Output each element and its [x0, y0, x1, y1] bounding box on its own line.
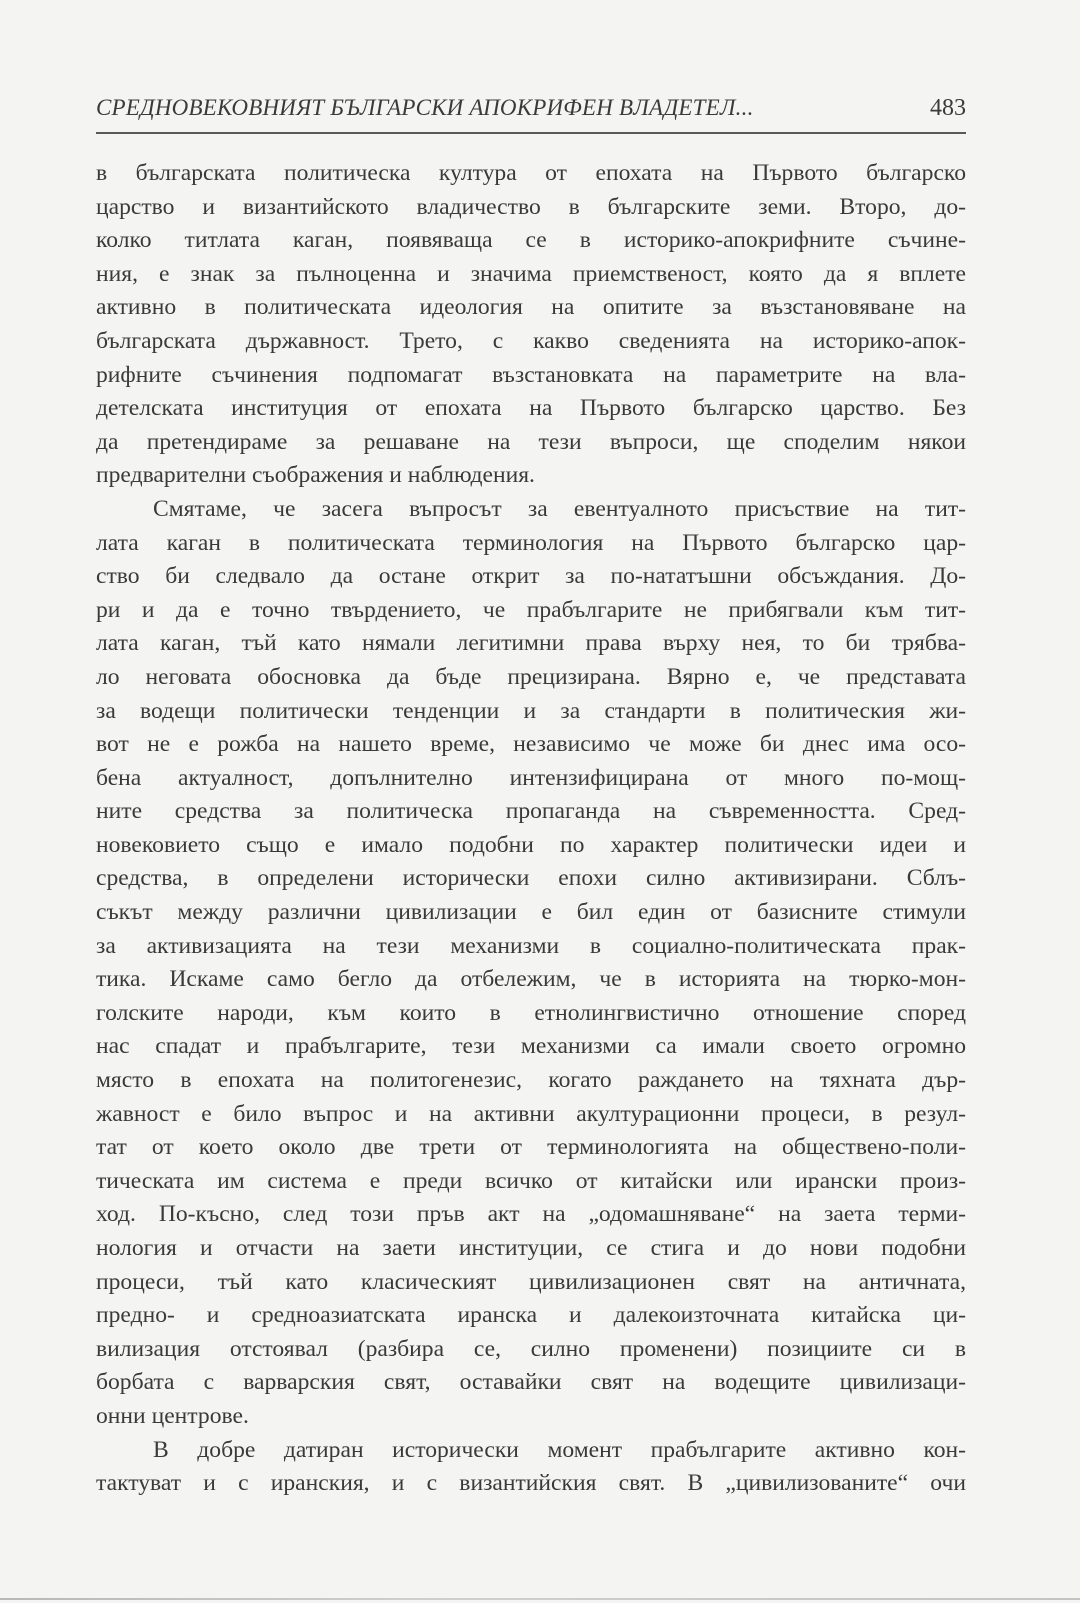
text-line: Смятаме, че засега въпросът за евентуалното присъствие на тит-: [153, 495, 966, 522]
text-line: лата каган в политическата терминология на Първото българско цар-: [96, 529, 966, 556]
text-line: процеси, тъй като класическият цивилизационен свят на античната,: [96, 1268, 966, 1295]
text-line: за водещи политически тенденции и за стандарти в политическия жи-: [96, 697, 966, 724]
text-line: в българската политическа култура от епохата на Първото българско: [96, 160, 966, 186]
text-line: детелската институция от епохата на Първото българско царство. Без: [96, 395, 966, 422]
page-number: 483: [930, 95, 966, 121]
text-line: ния, е знак за пълноценна и значима приемственост, която да я вплете: [96, 260, 966, 287]
text-line: ри и да е точно твърдението, че прабългарите не прибягвали към тит-: [96, 596, 966, 623]
text-line: вот не е рожба на нашето време, независимо че може би днес има осо-: [96, 731, 966, 758]
text-line: нас спадат и прабългарите, тези механизми са имали своето огромно: [96, 1033, 966, 1060]
text-line: ните средства за политическа пропаганда на съвременността. Сред-: [96, 798, 966, 825]
text-line: колко титлата каган, появяваща се в историко-апокрифните съчине-: [96, 227, 966, 254]
text-line: лата каган, тъй като нямали легитимни права върху нея, то би трябва-: [96, 630, 966, 657]
text-line: ход. По-късно, след този пръв акт на „одомашняване“ на заета терми-: [96, 1201, 966, 1228]
text-line: В добре датиран исторически момент прабългарите активно кон-: [153, 1436, 966, 1463]
text-line: да претендираме за решаване на тези въпроси, ще споделим някои: [96, 428, 966, 455]
text-line: онни центрове.: [96, 1402, 249, 1429]
text-line: бена актуалност, допълнително интензифицирана от много по-мощ-: [96, 764, 966, 791]
running-title: СРЕДНОВЕКОВНИЯТ БЪЛГАРСКИ АПОКРИФЕН ВЛАДЕТЕЛ...: [96, 95, 754, 120]
text-line: голските народи, към които в етнолингвистично отношение според: [96, 999, 966, 1026]
text-line: тическата им система е преди всичко от китайски или ирански произ-: [96, 1167, 966, 1194]
text-line: предварителни съображения и наблюдения.: [96, 462, 535, 489]
body-text: [96, 157, 966, 1501]
text-line: място в епохата на политогенезис, когато раждането на тяхната дър-: [96, 1067, 966, 1094]
text-line: рифните съчинения подпомагат възстановката на параметрите на вла-: [96, 361, 966, 388]
running-header: [96, 92, 966, 134]
text-line: ло неговата обосновка да бъде прецизирана. Вярно е, че представата: [96, 663, 966, 690]
page-edge-rule: [0, 1598, 1080, 1600]
text-line: активно в политическата идеология на опитите за възстановяване на: [96, 294, 966, 321]
text-line: новековието също е имало подобни по характер политически идеи и: [96, 831, 966, 858]
text-line: вилизация отстоявал (разбира се, силно променени) позициите си в: [96, 1335, 966, 1362]
text-line: тат от което около две трети от терминологията на обществено-поли-: [96, 1134, 966, 1161]
text-line: тактуват и с иранския, и с византийския свят. В „цивилизованите“ очи: [96, 1470, 966, 1497]
text-line: средства, в определени исторически епохи силно активизирани. Сблъ-: [96, 865, 966, 892]
text-line: борбата с варварския свят, оставайки свят на водещите цивилизаци-: [96, 1369, 966, 1396]
text-line: за активизацията на тези механизми в социално-политическата прак-: [96, 932, 966, 959]
text-line: тика. Искаме само бегло да отбележим, че в историята на тюрко-мон-: [96, 966, 966, 993]
text-line: нология и отчасти на заети институции, се стига и до нови подобни: [96, 1235, 966, 1261]
text-line: предно- и средноазиатската иранска и далекоизточната китайска ци-: [96, 1302, 966, 1329]
text-line: съкът между различни цивилизации е бил един от базисните стимули: [96, 899, 966, 926]
text-line: ство би следвало да остане открит за по-нататъшни обсъждания. До-: [96, 563, 966, 590]
text-line: българската държавност. Трето, с какво сведенията на историко-апок-: [96, 327, 966, 354]
text-line: жавност е било въпрос и на активни акултурационни процеси, в резул-: [96, 1100, 966, 1127]
text-line: царство и византийското владичество в българските земи. Второ, до-: [96, 193, 966, 220]
